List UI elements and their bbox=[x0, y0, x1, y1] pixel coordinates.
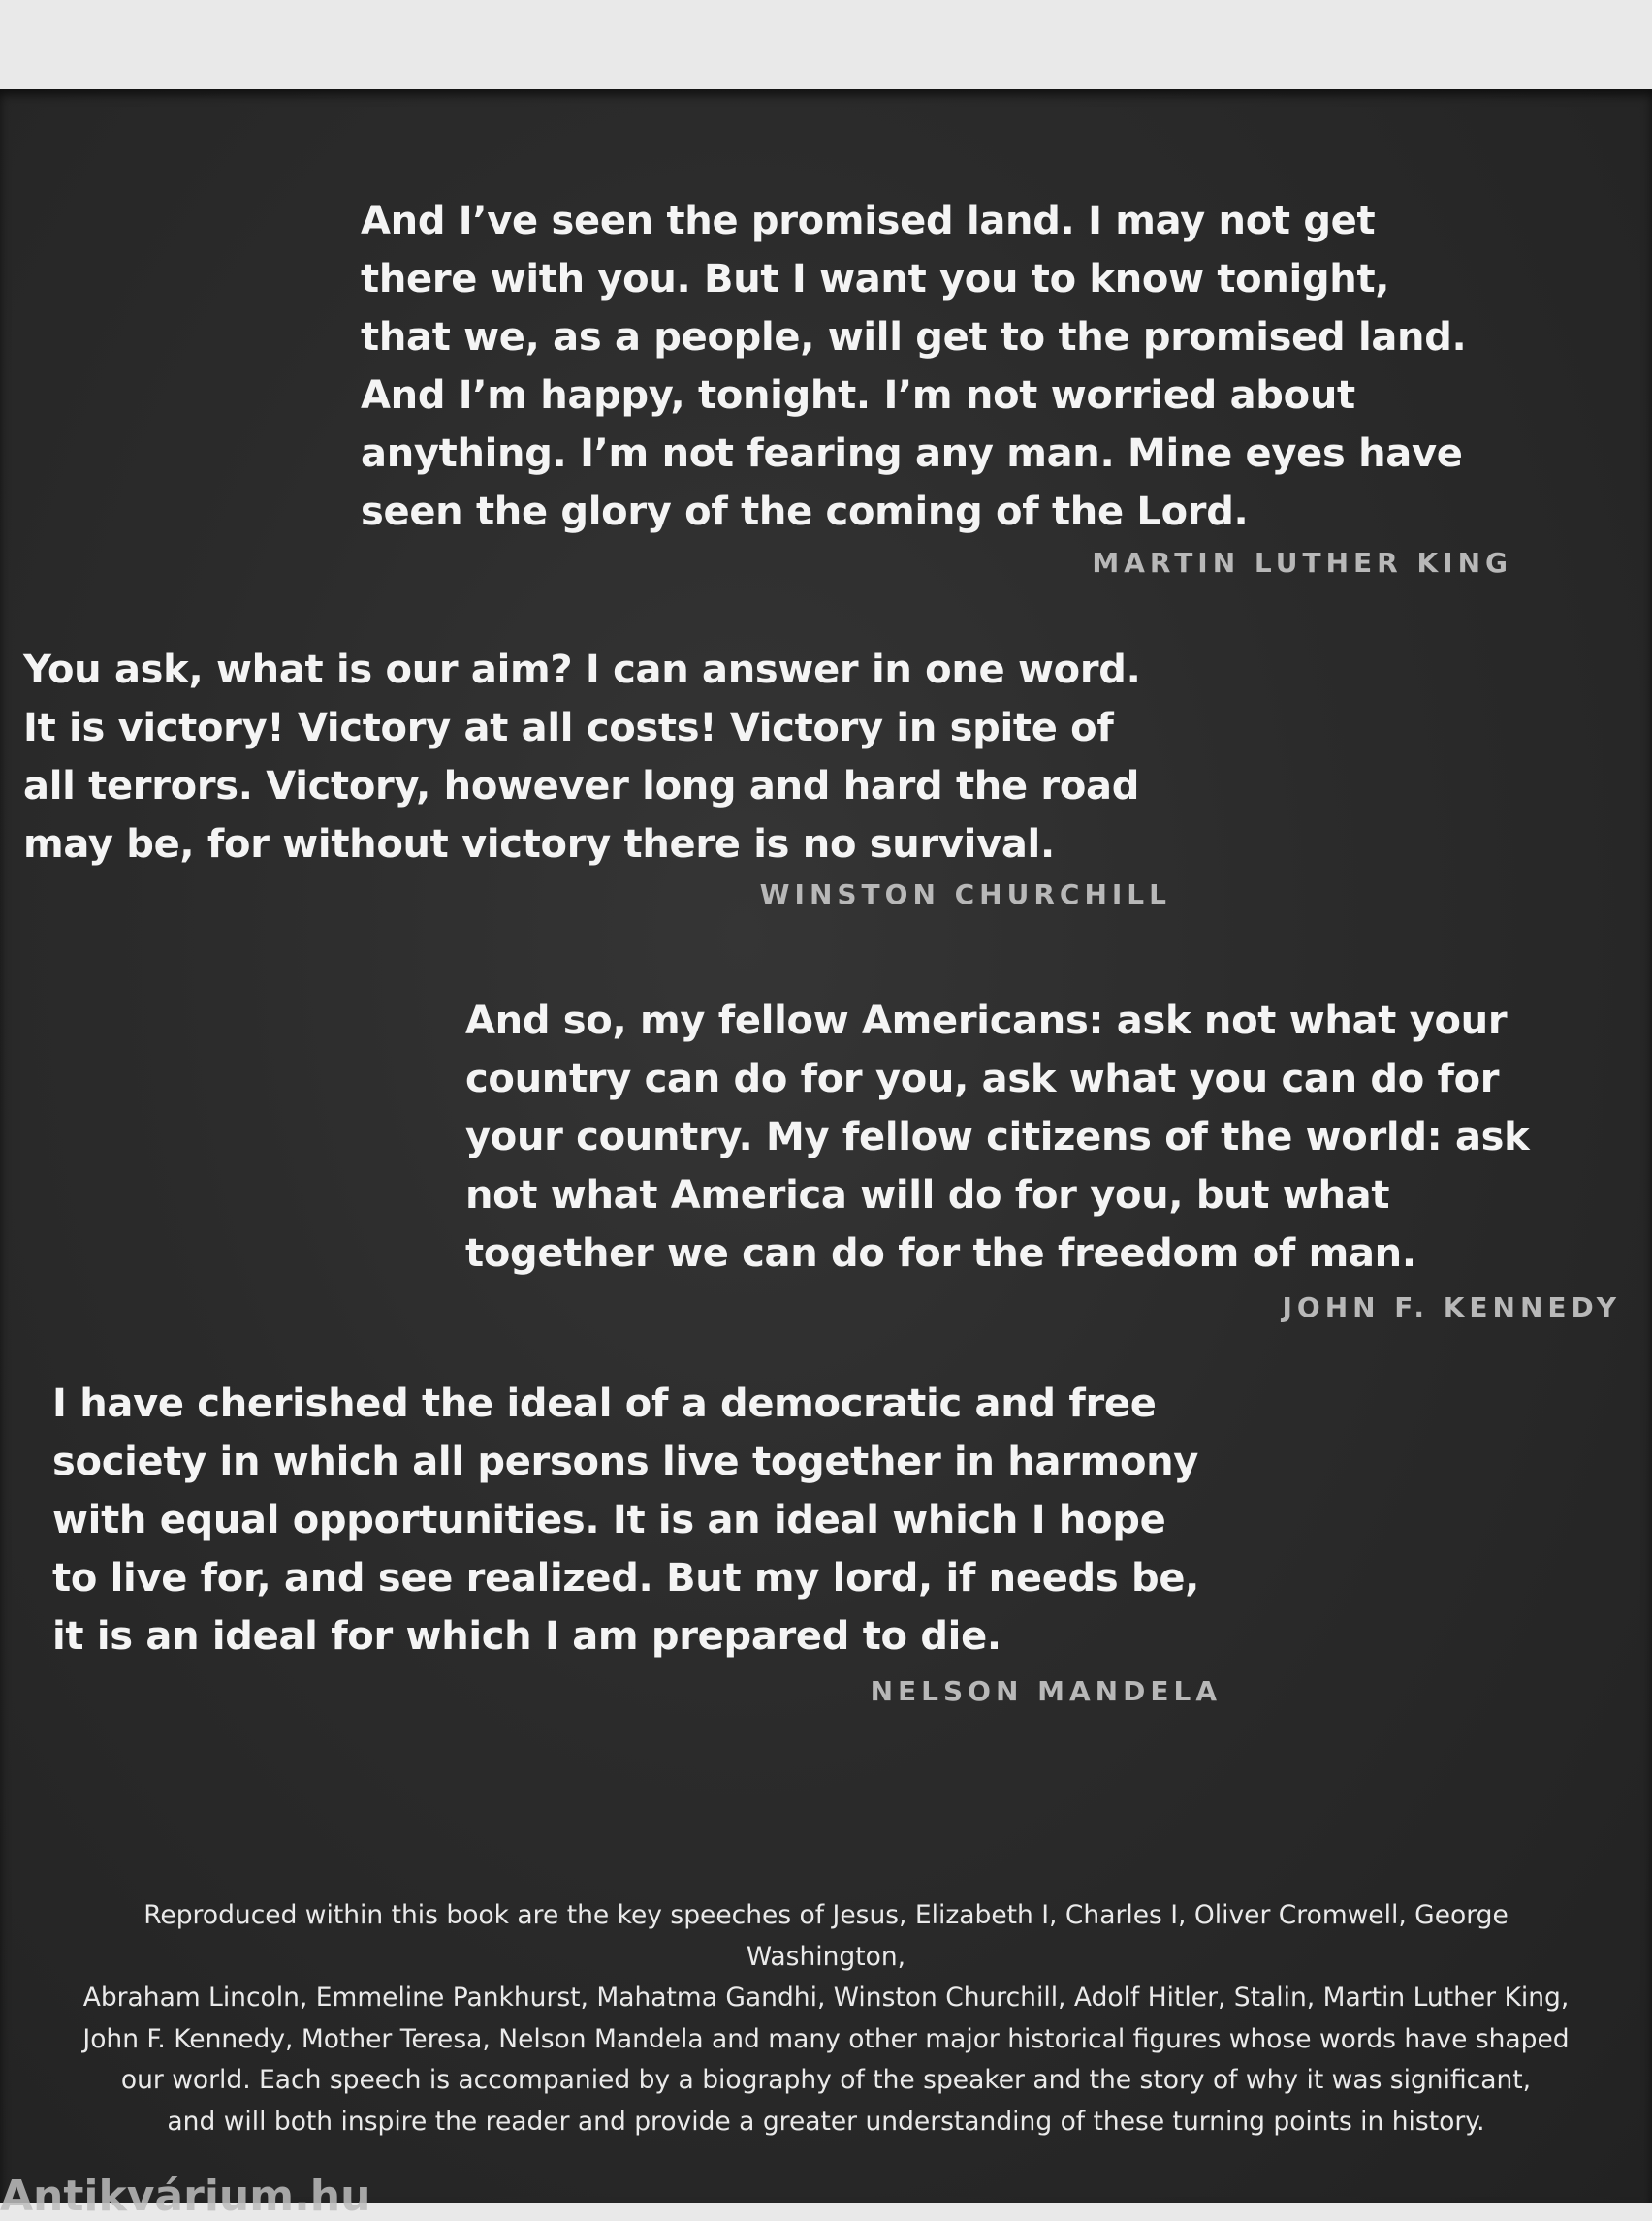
quote-mandela-attribution: NELSON MANDELA bbox=[870, 1675, 1222, 1707]
watermark: Antikvárium.hu bbox=[0, 2172, 371, 2221]
quote-mandela-text: I have cherished the ideal of a democratic and free society in which all persons live together in harmony with equal opportunities. It is an ideal which I hope to live for, and see realized. But my lord, if needs be, it is an ideal for which I am prepared to die. bbox=[52, 1381, 1200, 1659]
book-blurb: Reproduced within this book are the key speeches of Jesus, Elizabeth I, Charles I, Oliver Cromwell, George Washington, Abraham Lincoln, Emmeline Pankhurst, Mahatma Gandhi, Winston Churchill, Adolf Hitler, Stalin, Martin Luther King, John F. Kennedy, Mother Teresa, Nelson Mandela and many other major historical figures whose words have shaped our world. Each speech is accompanied by a biography of the speaker and the story of why it was significant, and will both inspire the reader and provide a greater understanding of these turning points in history. bbox=[82, 1900, 1570, 2137]
quote-king-text: And I’ve seen the promised land. I may not get there with you. But I want you to know tonight, that we, as a people, will get to the promised land. And I’m happy, tonight. I’m not worried about anything. I’m not fearing any man. Mine eyes have seen the glory of the coming of the Lord. bbox=[361, 199, 1467, 534]
quote-kennedy-attribution: JOHN F. KENNEDY bbox=[1282, 1291, 1621, 1323]
quote-king-attribution: MARTIN LUTHER KING bbox=[1092, 547, 1512, 579]
quote-churchill-attribution: WINSTON CHURCHILL bbox=[759, 878, 1171, 910]
quote-churchill-text: You ask, what is our aim? I can answer in one word. It is victory! Victory at all costs! Victory in spite of all terrors. Victory, however long and hard the road may be, for without victory there is no survival. bbox=[23, 648, 1141, 867]
quote-kennedy-text: And so, my fellow Americans: ask not what your country can do for you, ask what you can do for your country. My fellow citizens of the world: ask not what America will do for you, but what together we can do for the freedom of man. bbox=[465, 999, 1530, 1276]
